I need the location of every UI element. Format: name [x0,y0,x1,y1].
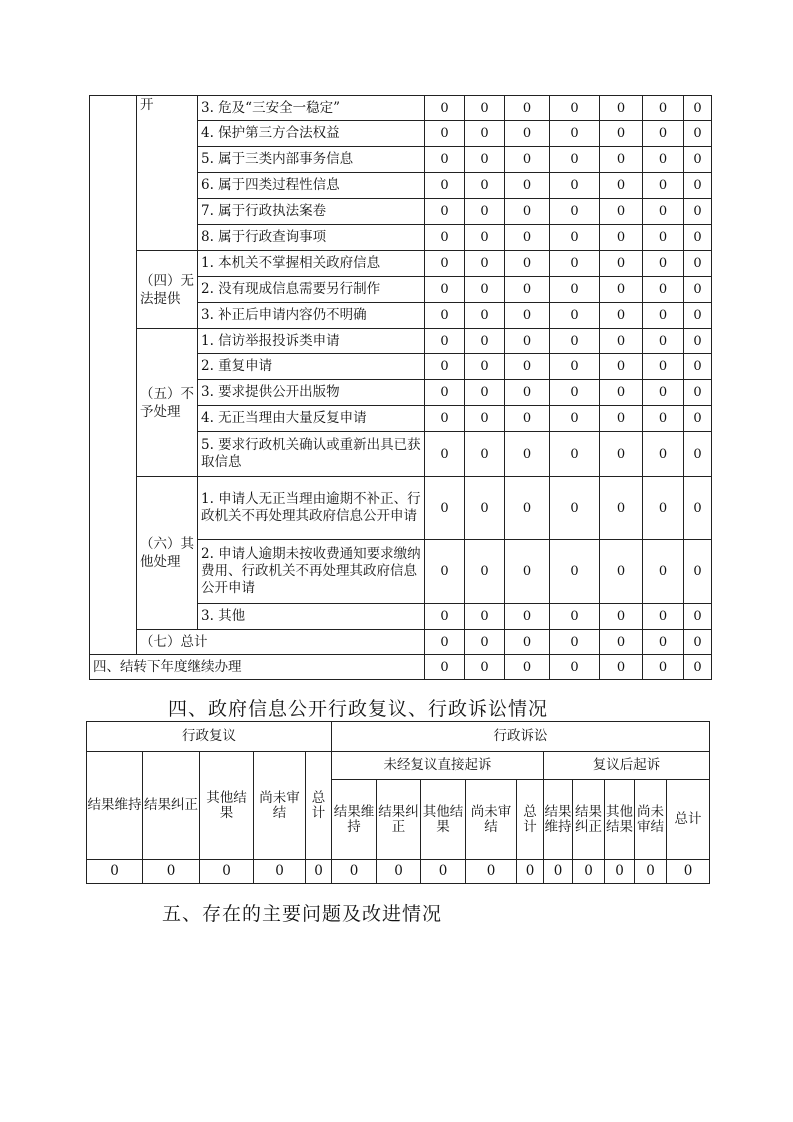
section-label: （四）无法提供 [137,251,198,329]
item-label: 5. 要求行政机关确认或重新出具已获取信息 [198,432,425,477]
value-cell: 0 [643,477,684,540]
outer-border-cell [90,96,137,655]
value-cell: 0 [505,225,550,251]
value-cell: 0 [643,225,684,251]
value-cell: 0 [465,540,505,604]
value-cell: 0 [465,199,505,225]
table-row [90,251,712,277]
value-cell: 0 [667,860,710,884]
section-heading-5: 五、存在的主要问题及改进情况 [162,903,443,925]
value-cell: 0 [550,655,600,680]
value-cell: 0 [643,251,684,277]
value-cell: 0 [600,406,643,432]
value-cell: 0 [550,477,600,540]
value-cell: 0 [505,432,550,477]
value-cell: 0 [505,96,550,121]
carry-label: 四、结转下年度继续办理 [90,655,425,680]
value-cell: 0 [550,540,600,604]
value-cell: 0 [600,225,643,251]
value-cell: 0 [600,303,643,329]
value-cell: 0 [425,432,465,477]
item-label: 7. 属于行政执法案卷 [198,199,425,225]
table-row [90,329,712,354]
value-cell: 0 [465,354,505,380]
value-cell: 0 [684,96,712,121]
value-cell: 0 [425,147,465,173]
value-cell: 0 [505,121,550,147]
header-other: 其他结果 [200,752,254,860]
value-cell: 0 [465,147,505,173]
disposal-table [89,95,712,680]
value-cell: 0 [505,604,550,630]
value-cell: 0 [684,406,712,432]
value-cell: 0 [425,303,465,329]
header-other: 其他结果 [421,780,466,860]
header-direct: 未经复议直接起诉 [332,752,544,780]
value-cell: 0 [425,477,465,540]
header-correct: 结果纠正 [377,780,421,860]
value-cell: 0 [550,604,600,630]
value-cell: 0 [550,225,600,251]
item-label: 2. 重复申请 [198,354,425,380]
value-cell: 0 [643,147,684,173]
value-cell: 0 [600,380,643,406]
value-cell: 0 [544,860,573,884]
item-label: 1. 本机关不掌握相关政府信息 [198,251,425,277]
table-row [90,96,712,121]
value-cell: 0 [550,630,600,655]
value-cell: 0 [550,432,600,477]
value-cell: 0 [643,432,684,477]
value-cell: 0 [505,540,550,604]
value-cell: 0 [605,860,635,884]
value-cell: 0 [425,173,465,199]
value-cell: 0 [465,225,505,251]
value-cell: 0 [550,121,600,147]
value-cell: 0 [505,303,550,329]
value-cell: 0 [550,96,600,121]
item-label: 3. 危及“三安全一稳定” [198,96,425,121]
value-cell: 0 [332,860,377,884]
value-cell: 0 [684,199,712,225]
value-cell: 0 [600,199,643,225]
value-cell: 0 [635,860,667,884]
value-cell: 0 [550,277,600,303]
value-cell: 0 [465,630,505,655]
value-cell: 0 [684,173,712,199]
value-cell: 0 [684,225,712,251]
value-cell: 0 [421,860,466,884]
value-cell: 0 [643,173,684,199]
value-cell: 0 [684,147,712,173]
value-cell: 0 [643,630,684,655]
value-cell: 0 [425,380,465,406]
value-cell: 0 [505,251,550,277]
carry-row [90,655,712,680]
value-cell: 0 [505,147,550,173]
value-cell: 0 [600,251,643,277]
value-cell: 0 [600,277,643,303]
table-row [90,477,712,540]
value-cell: 0 [684,630,712,655]
value-cell: 0 [600,630,643,655]
value-cell: 0 [684,380,712,406]
item-label: 4. 无正当理由大量反复申请 [198,406,425,432]
value-cell: 0 [465,329,505,354]
header-maintain: 结果维持 [332,780,377,860]
header-review: 行政复议 [87,722,332,752]
value-cell: 0 [550,354,600,380]
value-cell: 0 [684,277,712,303]
value-cell: 0 [465,380,505,406]
item-label: 4. 保护第三方合法权益 [198,121,425,147]
value-cell: 0 [550,380,600,406]
value-cell: 0 [425,329,465,354]
header-after: 复议后起诉 [544,752,710,780]
value-cell: 0 [643,354,684,380]
value-cell: 0 [425,121,465,147]
value-cell: 0 [600,604,643,630]
section-label: （五）不予处理 [137,329,198,477]
value-cell: 0 [643,380,684,406]
value-cell: 0 [600,655,643,680]
total-label: （七）总计 [137,630,425,655]
value-cell: 0 [600,540,643,604]
header-total: 总计 [306,752,332,860]
value-cell: 0 [550,303,600,329]
value-cell: 0 [425,655,465,680]
item-label: 3. 补正后申请内容仍不明确 [198,303,425,329]
section-heading-4: 四、政府信息公开行政复议、行政诉讼情况 [168,698,549,720]
value-cell: 0 [465,96,505,121]
value-cell: 0 [425,251,465,277]
value-cell: 0 [643,604,684,630]
value-cell: 0 [684,540,712,604]
value-cell: 0 [465,477,505,540]
item-label: 5. 属于三类内部事务信息 [198,147,425,173]
value-cell: 0 [550,251,600,277]
item-label: 2. 申请人逾期未按收费通知要求缴纳费用、行政机关不再处理其政府信息公开申请 [198,540,425,604]
value-cell: 0 [465,655,505,680]
value-cell: 0 [465,277,505,303]
value-cell: 0 [425,225,465,251]
value-cell: 0 [550,329,600,354]
value-cell: 0 [643,540,684,604]
value-cell: 0 [684,604,712,630]
value-cell: 0 [643,655,684,680]
value-cell: 0 [200,860,254,884]
value-cell: 0 [505,277,550,303]
value-cell: 0 [143,860,200,884]
item-label: 6. 属于四类过程性信息 [198,173,425,199]
value-cell: 0 [425,630,465,655]
value-cell: 0 [684,477,712,540]
value-cell: 0 [306,860,332,884]
item-label: 8. 属于行政查询事项 [198,225,425,251]
item-label: 3. 其他 [198,604,425,630]
value-cell: 0 [465,303,505,329]
section-label: （六）其他处理 [137,477,198,630]
value-cell: 0 [425,277,465,303]
total-row [90,630,712,655]
header-other: 其他结果 [605,780,635,860]
item-label: 1. 信访举报投诉类申请 [198,329,425,354]
value-cell: 0 [643,199,684,225]
value-cell: 0 [505,199,550,225]
value-cell: 0 [425,96,465,121]
value-cell: 0 [465,121,505,147]
value-cell: 0 [505,329,550,354]
value-cell: 0 [600,432,643,477]
value-cell: 0 [550,147,600,173]
value-cell: 0 [643,303,684,329]
value-cell: 0 [600,121,643,147]
header-total: 总计 [667,780,710,860]
value-cell: 0 [425,604,465,630]
value-cell: 0 [600,147,643,173]
value-cell: 0 [684,251,712,277]
value-cell: 0 [425,540,465,604]
value-cell: 0 [684,655,712,680]
item-label: 2. 没有现成信息需要另行制作 [198,277,425,303]
header-pending: 尚未审结 [635,780,667,860]
item-label: 1. 申请人无正当理由逾期不补正、行政机关不再处理其政府信息公开申请 [198,477,425,540]
value-cell: 0 [465,432,505,477]
value-cell: 0 [643,329,684,354]
value-cell: 0 [505,406,550,432]
value-cell: 0 [505,354,550,380]
value-cell: 0 [425,354,465,380]
value-cell: 0 [600,354,643,380]
value-cell: 0 [550,406,600,432]
header-litigation: 行政诉讼 [332,722,710,752]
value-cell: 0 [600,477,643,540]
header-maintain: 结果维持 [87,752,143,860]
value-cell: 0 [254,860,306,884]
value-cell: 0 [600,173,643,199]
value-cell: 0 [643,277,684,303]
value-cell: 0 [425,406,465,432]
value-cell: 0 [87,860,143,884]
value-cell: 0 [643,121,684,147]
value-cell: 0 [465,406,505,432]
value-cell: 0 [550,173,600,199]
item-label: 3. 要求提供公开出版物 [198,380,425,406]
header-total: 总计 [517,780,544,860]
value-cell: 0 [465,604,505,630]
section-label: 开 [137,96,198,251]
value-cell: 0 [684,121,712,147]
value-cell: 0 [505,477,550,540]
value-cell: 0 [573,860,605,884]
header-correct: 结果纠正 [143,752,200,860]
header-correct: 结果纠正 [573,780,605,860]
value-cell: 0 [684,303,712,329]
value-cell: 0 [505,655,550,680]
value-cell: 0 [684,329,712,354]
value-cell: 0 [600,329,643,354]
value-cell: 0 [465,251,505,277]
value-cell: 0 [465,173,505,199]
value-cell: 0 [643,406,684,432]
value-cell: 0 [466,860,517,884]
value-cell: 0 [505,173,550,199]
header-pending: 尚未审结 [254,752,306,860]
value-cell: 0 [505,630,550,655]
value-cell: 0 [377,860,421,884]
header-pending: 尚未审结 [466,780,517,860]
value-cell: 0 [643,96,684,121]
value-cell: 0 [600,96,643,121]
value-cell: 0 [684,432,712,477]
value-cell: 0 [505,380,550,406]
value-cell: 0 [550,199,600,225]
header-maintain: 结果维持 [544,780,573,860]
value-cell: 0 [517,860,544,884]
review-litigation-table [86,721,710,884]
value-cell: 0 [684,354,712,380]
value-cell: 0 [425,199,465,225]
